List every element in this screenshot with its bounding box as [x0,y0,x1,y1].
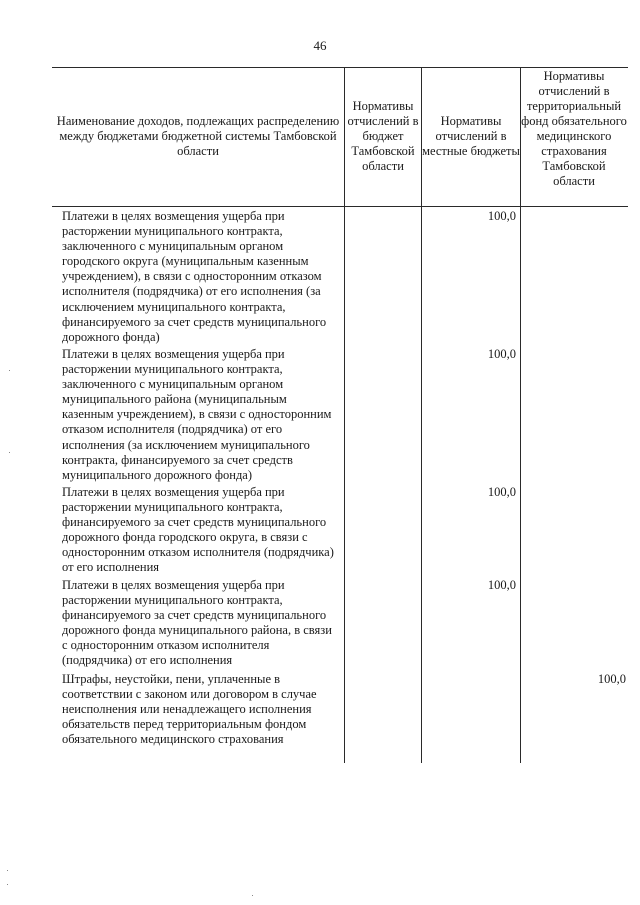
scan-speck [7,884,8,885]
header-tfoms-norm: Нормативы отчислений в территориальный фонд обязательного медицинского страхования Тамбовской области [521,69,627,188]
header-local-norm: Нормативы отчислений в местные бюджеты [422,114,520,158]
local-norm-value: 100,0 [487,347,516,361]
income-name: Платежи в целях возмещения ущерба при расторжении муниципального контракта, заключенного с муниципальным органом муниципального района (муниципальным казенным учреждением), в связи с односторонним отказом исполнителя (подрядчика) от его исполнения (за исключением муниципального контракта, финансируемого за счет средств муниципального дорожного фонда) [62,347,332,482]
local-norm-value: 100,0 [487,209,516,223]
scan-speck [7,870,8,871]
scan-speck [9,370,10,371]
header-income-name: Наименование доходов, подлежащих распределению между бюджетами бюджетной системы Тамбовской области [56,114,340,158]
header-bottom-border [52,206,628,207]
income-name: Платежи в целях возмещения ущерба при расторжении муниципального контракта, финансируемого за счет средств муниципального дорожного фонда городского округа, в связи с односторонним отказом исполнителя (подрядчика) от его исполнения [62,485,334,575]
tfoms-norm-value: 100,0 [597,672,626,686]
scan-speck [252,895,253,896]
income-name: Платежи в целях возмещения ущерба при расторжении муниципального контракта, заключенного с муниципальным органом городского округа (муниципальным казенным учреждением), в связи с односторонним отказом исполнителя (подрядчика) от его исполнения (за исключением муниципального контракта, финансируемого за счет средств муниципального дорожного фонда) [62,209,327,344]
header-regional-norm: Нормативы отчислений в бюджет Тамбовской области [347,99,419,173]
local-norm-value: 100,0 [487,485,516,499]
local-norm-value: 100,0 [487,578,516,592]
income-name: Штрафы, неустойки, пени, уплаченные в соответствии с законом или договором в случае неисполнения или ненадлежащего исполнения обязательств перед территориальным фондом обязательного медицинского страхования [62,672,317,747]
income-name: Платежи в целях возмещения ущерба при расторжении муниципального контракта, финансируемого за счет средств муниципального дорожного фонда муниципального района, в связи с односторонним отказом исполнителя (подрядчика) от его исполнения [62,578,332,668]
scan-speck [9,452,10,453]
page-number: 46 [313,38,327,53]
